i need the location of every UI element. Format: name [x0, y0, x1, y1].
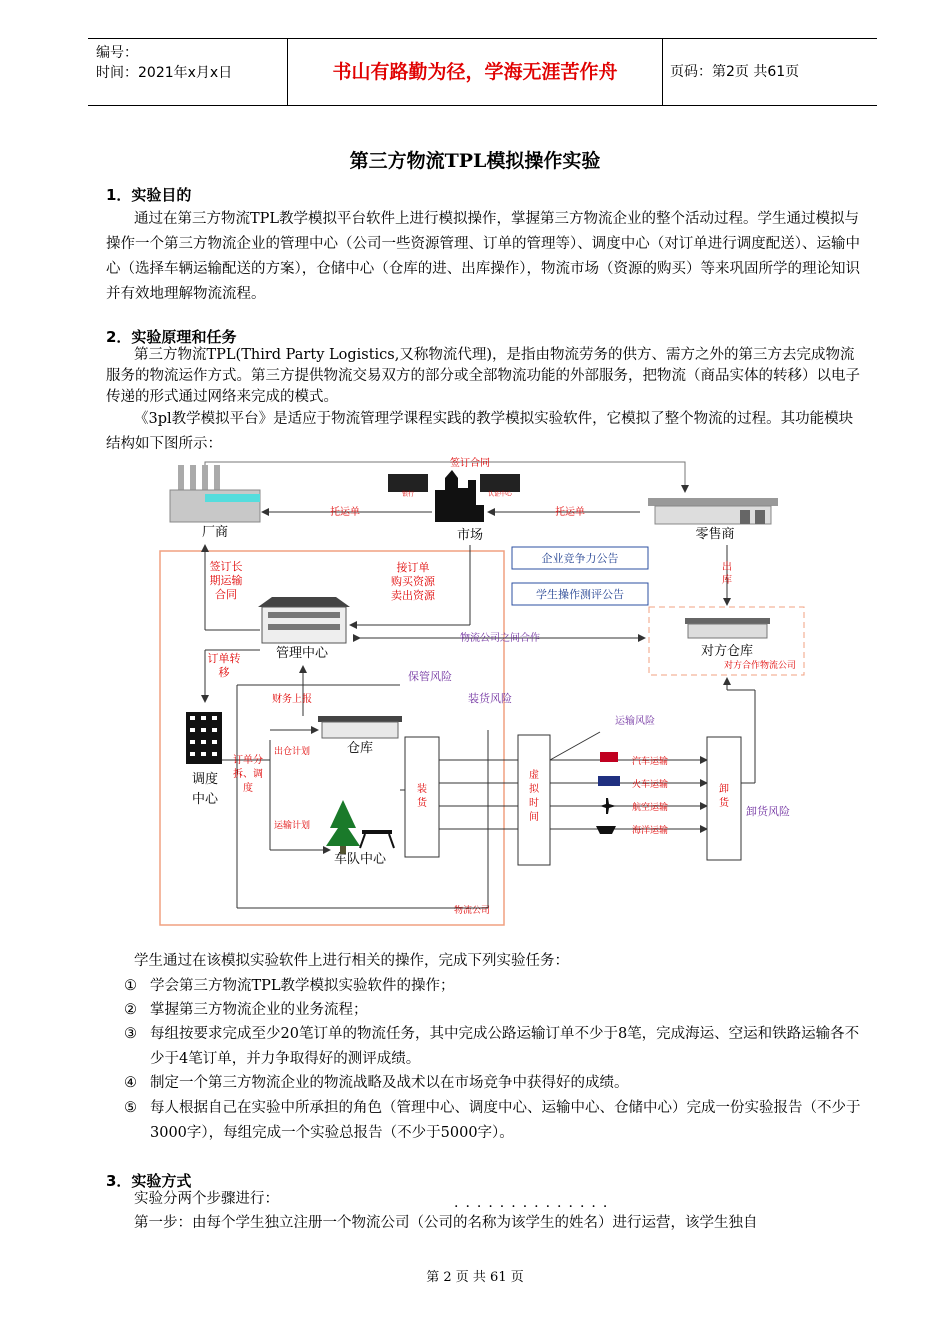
label-unloading-risk: 卸货风险 — [746, 805, 790, 818]
label-virtual-time-1: 虚 — [529, 770, 539, 781]
label-finance-report: 财务上报 — [272, 694, 312, 705]
label-loading-risk: 装货风险 — [468, 692, 512, 705]
task-item: ⑤ 每人根据自己在实验中所承担的角色（管理中心、调度中心、运输中心、仓储中心）完成一份实验报告（不少于3000字），每组完成一个实验总报告（不少于5000字）。 — [124, 1100, 861, 1141]
header-number: 编号： — [96, 45, 138, 61]
notice-evaluation: 学生操作测评公告 — [536, 588, 624, 601]
section3-heading: 3．实验方式 — [106, 1172, 192, 1190]
section1-heading: 1．实验目的 — [106, 186, 192, 204]
label-dispatch-2: 中心 — [191, 792, 219, 807]
label-logistics-company: 物流公司 — [453, 906, 490, 916]
section2-para1: 第三方物流TPL(Third Party Logistics,又称物流代理)，是指由物流劳务的供方、需方之外的第三方去完成物流服务的物流运作方式。第三方提供物流交易双方的部分或全部物流功能的外部服务，把物流（商品实体的转移）以电子传递的形式通过网络来完成的模式。 — [106, 347, 860, 405]
label-unloading-2: 货 — [719, 798, 729, 809]
retailer-icon — [648, 498, 778, 524]
header-page-info: 页码：第2页 共61页 — [670, 64, 800, 80]
label-ship-order-left: 托运单 — [330, 507, 360, 518]
label-partner-company: 对方合作物流公司 — [723, 661, 797, 671]
document-title: 第三方物流TPL模拟操作实验 — [349, 150, 601, 172]
label-air: 航空运输 — [631, 803, 669, 813]
label-storage-risk: 保管风险 — [408, 670, 452, 683]
label-unloading-1: 卸 — [719, 784, 729, 795]
label-auto: 汽车运输 — [631, 757, 669, 767]
label-bank: 银行 — [401, 491, 415, 498]
label-order-transfer-1: 订单转 — [207, 652, 241, 665]
emphasis-dots: ·············· — [454, 1199, 615, 1215]
label-accept-order-1: 接订单 — [396, 561, 430, 574]
train-icon — [598, 776, 620, 786]
label-accept-order-3: 卖出资源 — [391, 589, 435, 602]
label-train: 火车运输 — [631, 780, 669, 790]
section2-para2: 《3pl教学模拟平台》是适应于物流管理学课程实践的教学模拟实验软件，它模拟了整个物流的过程。其功能模块结构如下图所示： — [106, 411, 854, 452]
label-fleet: 车队中心 — [333, 852, 387, 867]
fleet-icon — [326, 800, 394, 854]
section2-heading: 2．实验原理和任务 — [106, 328, 237, 346]
section3-line2: 第一步：由每个学生独立注册一个物流公司（公司的名称为该学生的姓名）进行运营，该学生独自 — [134, 1215, 758, 1231]
label-loading-2: 货 — [417, 798, 427, 809]
label-loading-1: 装 — [417, 784, 427, 795]
page-footer: 第 2 页 共 61 页 — [426, 1270, 524, 1285]
label-partner-warehouse: 对方仓库 — [700, 644, 754, 659]
label-sign-long-contract-3: 合同 — [215, 588, 237, 601]
label-sign-long-contract-2: 期运输 — [209, 574, 243, 587]
label-outgoing-1: 出 — [722, 562, 732, 573]
label-management: 管理中心 — [275, 646, 329, 661]
label-retailer: 零售商 — [695, 527, 735, 542]
tasks-intro: 学生通过在该模拟实验软件上进行相关的操作，完成下列实验任务： — [134, 953, 569, 969]
task-item: ③ 每组按要求完成至少20笔订单的物流任务，其中完成公路运输订单不少于8笔，完成海运、空运和铁路运输各不少于4笔订单，并力争取得好的测评成绩。 — [124, 1026, 860, 1067]
label-sea: 海洋运输 — [631, 826, 669, 836]
notice-competition: 企业竞争力公告 — [541, 552, 619, 565]
label-dispatch-1: 调度 — [191, 772, 219, 787]
section1-body: 通过在第三方物流TPL教学模拟平台软件上进行模拟操作，掌握第三方物流企业的整个活动过程。学生通过模拟与操作一个第三方物流企业的管理中心（公司一些资源管理、订单的管理等）、调度中心（对订单进行调度配送）、运输中心（选择车辆运输配送的方案），仓储中心（仓库的进、出库操作），物流市场（资源的购买）等来巩固所学的理论知识并有效地理解物流流程。 — [106, 211, 860, 302]
label-virtual-time-2: 拟 — [529, 784, 539, 795]
function-module-diagram — [150, 450, 810, 930]
task-item: ④ 制定一个第三方物流企业的物流战略及战术以在市场竞争中获得好的成绩。 — [124, 1075, 629, 1091]
header-motto: 书山有路勤为径，学海无涯苦作舟 — [287, 39, 663, 105]
truck-icon — [600, 752, 618, 762]
label-warehouse: 仓库 — [346, 741, 374, 756]
factory-icon — [170, 465, 260, 522]
label-cert-center: 认证中心 — [487, 491, 513, 498]
task-item: ① 学会第三方物流TPL教学模拟实验软件的操作； — [124, 978, 455, 994]
partner-warehouse-icon — [685, 618, 770, 638]
label-sign-long-contract-1: 签订长 — [209, 560, 243, 573]
header-meta — [96, 43, 232, 83]
label-transport-plan: 运输计划 — [273, 821, 311, 831]
label-transport-risk: 运输风险 — [615, 716, 655, 727]
label-order-split-1: 订单分 — [233, 755, 263, 766]
label-virtual-time-3: 时 — [529, 798, 539, 809]
label-accept-order-2: 购买资源 — [391, 575, 435, 588]
dispatch-icon — [186, 712, 222, 764]
label-outbound-plan: 出仓计划 — [273, 747, 311, 757]
label-order-transfer-2: 移 — [218, 666, 230, 679]
section3-line1: 实验分两个步骤进行： — [134, 1191, 279, 1207]
task-item: ② 掌握第三方物流企业的业务流程； — [124, 1002, 368, 1018]
label-virtual-time-4: 间 — [529, 812, 539, 823]
label-order-split-2: 拆、调 — [233, 769, 263, 780]
label-order-split-3: 度 — [243, 783, 253, 794]
label-market: 市场 — [456, 528, 484, 543]
warehouse-icon — [318, 716, 402, 738]
plane-icon — [600, 798, 616, 814]
label-factory: 厂商 — [201, 525, 229, 540]
label-sign-contract: 签订合同 — [450, 458, 490, 469]
label-outgoing-2: 库 — [722, 575, 732, 586]
page-header — [88, 38, 877, 106]
label-cooperation: 物流公司之间合作 — [460, 633, 540, 644]
header-time: 时间：2021年x月x日 — [96, 65, 233, 81]
ship-icon — [596, 826, 616, 834]
management-icon — [258, 597, 350, 643]
label-ship-order-right: 托运单 — [555, 507, 585, 518]
